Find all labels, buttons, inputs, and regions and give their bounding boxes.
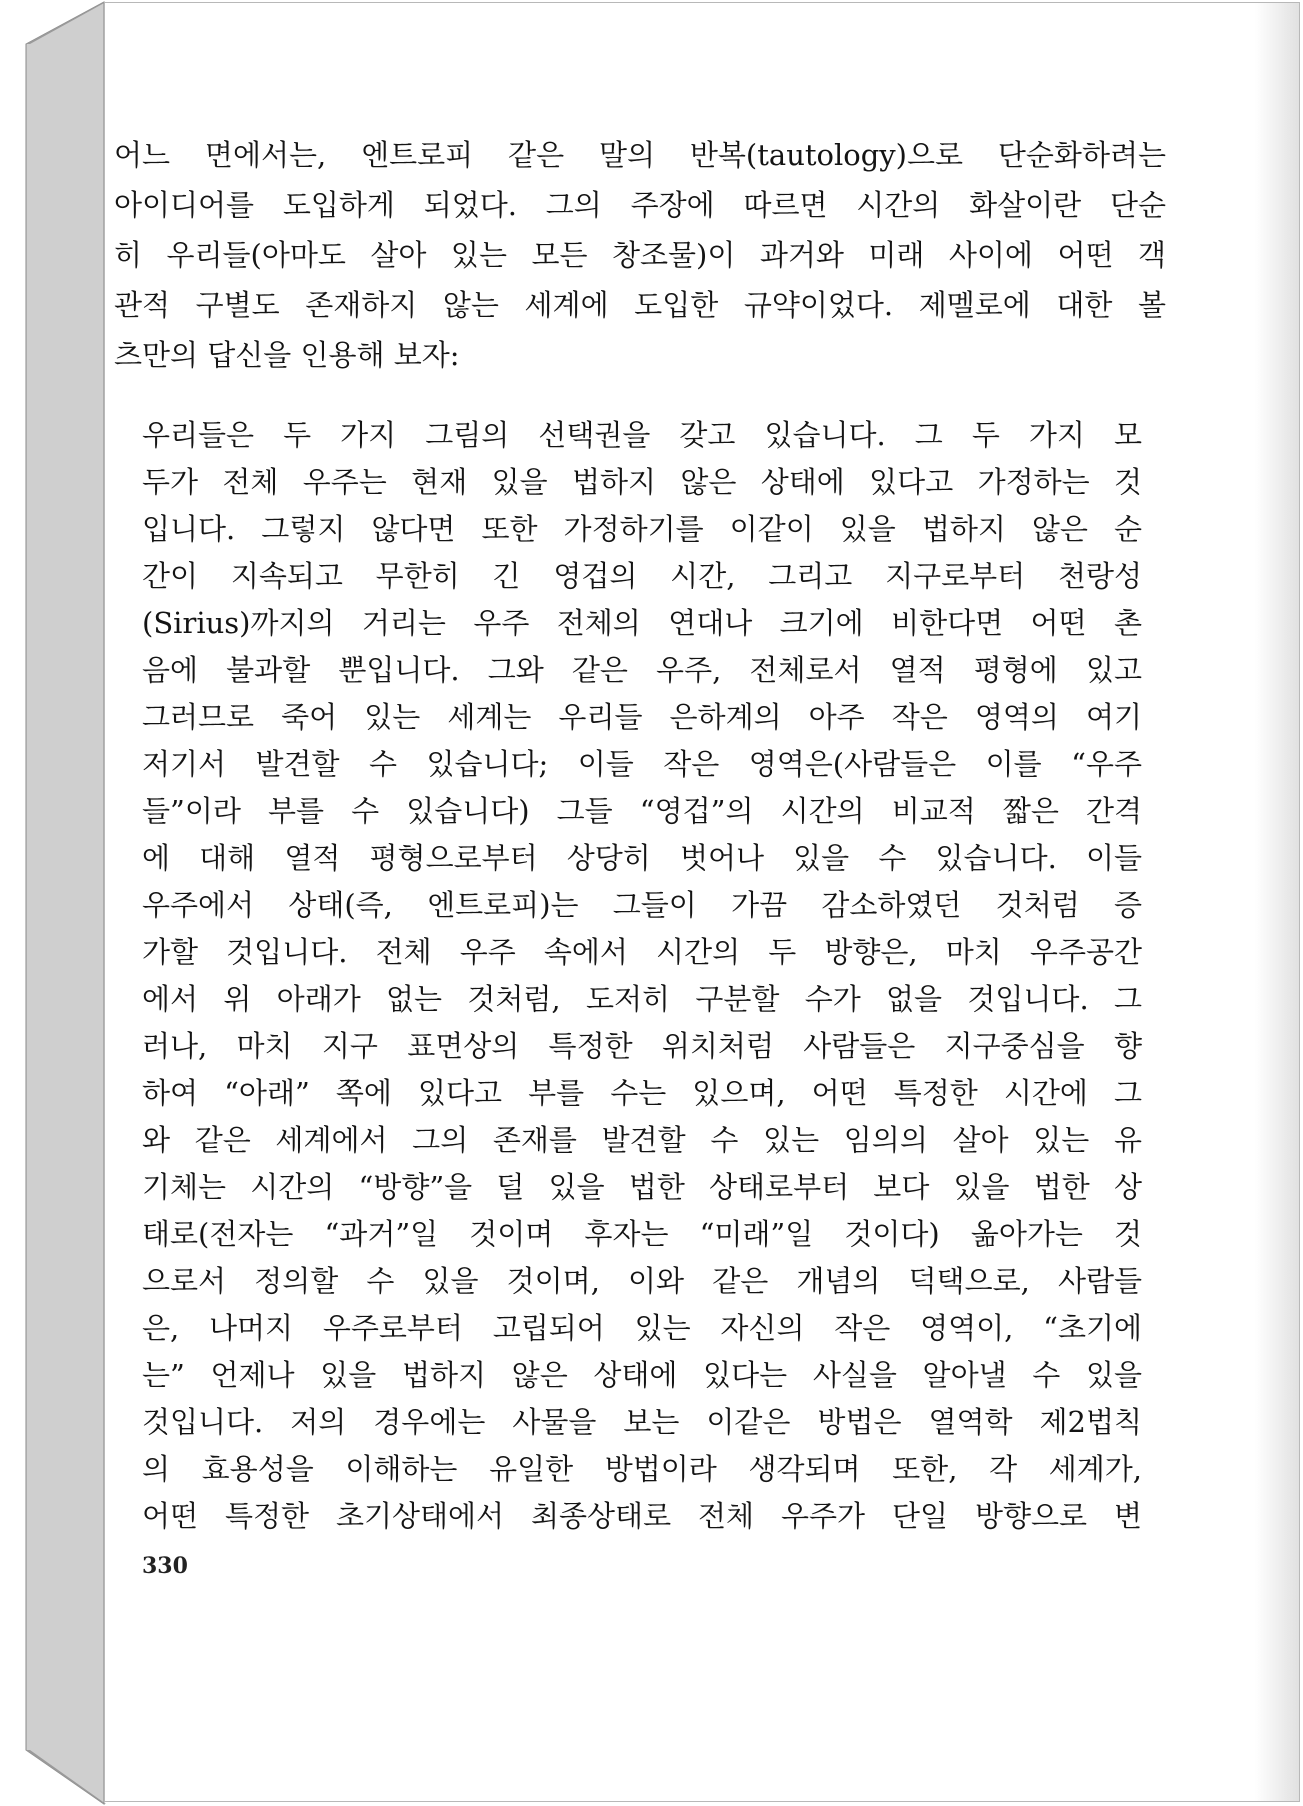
quote-line: 하여 “아래” 쪽에 있다고 부를 수는 있으며, 어떤 특정한 시간에 그 [142,1076,1142,1110]
quote-line: 것입니다. 저의 경우에는 사물을 보는 이같은 방법은 열역학 제2법칙 [142,1405,1142,1439]
quote-line: 에서 위 아래가 없는 것처럼, 도저히 구분할 수가 없을 것입니다. 그 [142,982,1142,1016]
quote-line: 는” 언제나 있을 법하지 않은 상태에 있다는 사실을 알아낼 수 있을 [142,1358,1142,1392]
quote-line: 의 효용성을 이해하는 유일한 방법이라 생각되며 또한, 각 세계가, [142,1452,1142,1486]
quote-line: 은, 나머지 우주로부터 고립되어 있는 자신의 작은 영역이, “초기에 [142,1311,1142,1345]
quote-line: 태로(전자는 “과거”일 것이며 후자는 “미래”일 것이다) 옮아가는 것 [142,1217,1142,1251]
quote-line: 들”이라 부를 수 있습니다) 그들 “영겁”의 시간의 비교적 짧은 간격 [142,794,1142,828]
page-edge-shadow [1255,3,1299,1801]
quote-line: 어떤 특정한 초기상태에서 최종상태로 전체 우주가 단일 방향으로 변 [142,1499,1142,1533]
block-quote [142,412,1142,1540]
quote-line: 간이 지속되고 무한히 긴 영겁의 시간, 그리고 지구로부터 천랑성 [142,559,1142,593]
intro-line: 관적 구별도 존재하지 않는 세계에 도입한 규약이었다. 제멜로에 대한 볼 [114,288,1166,322]
quote-line: 러나, 마치 지구 표면상의 특정한 위치처럼 사람들은 지구중심을 향 [142,1029,1142,1063]
quote-line: 음에 불과할 뿐입니다. 그와 같은 우주, 전체로서 열적 평형에 있고 [142,653,1142,687]
quote-line: 가할 것입니다. 전체 우주 속에서 시간의 두 방향은, 마치 우주공간 [142,935,1142,969]
quote-line: 에 대해 열적 평형으로부터 상당히 벗어나 있을 수 있습니다. 이들 [142,841,1142,875]
quote-line: 그러므로 죽어 있는 세계는 우리들 은하계의 아주 작은 영역의 여기 [142,700,1142,734]
quote-line: 우주에서 상태(즉, 엔트로피)는 그들이 가끔 감소하였던 것처럼 증 [142,888,1142,922]
intro-line: 아이디어를 도입하게 되었다. 그의 주장에 따르면 시간의 화살이란 단순 [114,188,1166,222]
intro-line: 히 우리들(아마도 살아 있는 모든 창조물)이 과거와 미래 사이에 어떤 객 [114,238,1166,272]
quote-line: 기체는 시간의 “방향”을 덜 있을 법한 상태로부터 보다 있을 법한 상 [142,1170,1142,1204]
quote-line: 와 같은 세계에서 그의 존재를 발견할 수 있는 임의의 살아 있는 유 [142,1123,1142,1157]
quote-line: (Sirius)까지의 거리는 우주 전체의 연대나 크기에 비한다면 어떤 촌 [142,606,1142,640]
quote-line: 저기서 발견할 수 있습니다; 이들 작은 영역은(사람들은 이를 “우주 [142,747,1142,781]
quote-line: 우리들은 두 가지 그림의 선택권을 갖고 있습니다. 그 두 가지 모 [142,418,1142,452]
intro-line: 츠만의 답신을 인용해 보자: [114,338,460,372]
intro-line: 어느 면에서는, 엔트로피 같은 말의 반복(tautology)으로 단순화하려는 [114,138,1166,172]
quote-line: 입니다. 그렇지 않다면 또한 가정하기를 이같이 있을 법하지 않은 순 [142,512,1142,546]
intro-paragraph [114,130,1166,380]
page-number: 330 [142,1553,188,1579]
quote-line: 으로서 정의할 수 있을 것이며, 이와 같은 개념의 덕택으로, 사람들 [142,1264,1142,1298]
quote-line: 두가 전체 우주는 현재 있을 법하지 않은 상태에 있다고 가정하는 것 [142,465,1142,499]
